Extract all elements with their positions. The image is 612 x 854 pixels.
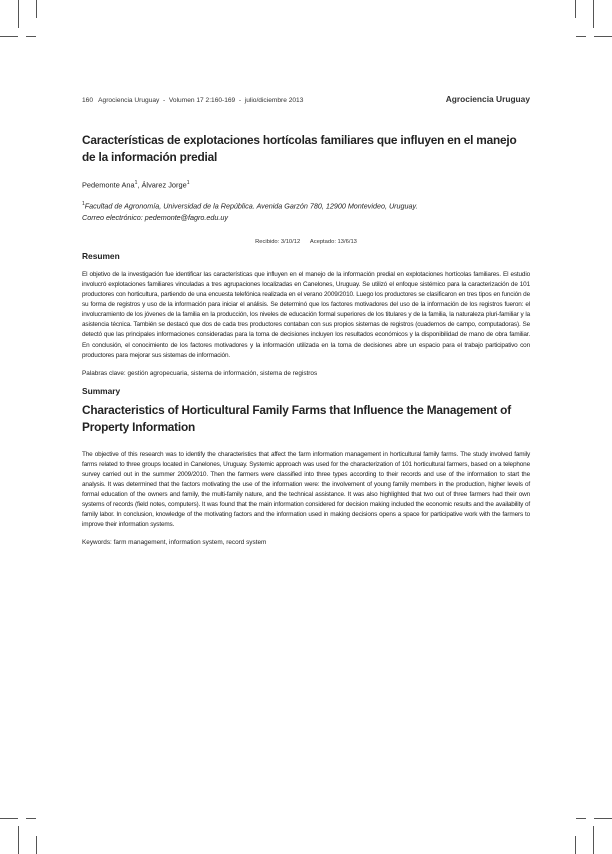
running-head-journal: Agrociencia Uruguay — [445, 94, 530, 104]
crop-mark — [26, 36, 36, 37]
crop-mark — [26, 818, 36, 819]
author-name: Pedemonte Ana — [82, 180, 135, 190]
article-title-es: Características de explotaciones hortícolas familiares que influyen en el manejo de la información predial — [82, 133, 517, 164]
palabras-clave — [82, 370, 530, 377]
crop-mark — [576, 818, 586, 819]
crop-mark — [36, 836, 37, 854]
author-name: Álvarez Jorge — [141, 180, 187, 190]
crop-mark — [18, 0, 19, 28]
author-affiliation-mark: 1 — [186, 180, 190, 186]
crop-mark — [18, 826, 19, 854]
crop-mark — [594, 818, 612, 819]
crop-mark — [593, 826, 594, 854]
crop-mark — [575, 0, 576, 18]
keywords-label: Palabras clave: — [82, 369, 126, 377]
contact-email: Correo electrónico: pedemonte@fagro.edu.uy — [82, 212, 228, 222]
submission-dates — [82, 239, 530, 245]
summary-heading: Summary — [82, 385, 121, 396]
affiliation-mark: 1 — [82, 201, 85, 208]
resumen-heading: Resumen — [82, 250, 120, 261]
accepted-date: Aceptado: 13/6/13 — [309, 238, 357, 245]
crop-mark — [36, 0, 37, 18]
article-page — [82, 94, 530, 546]
article-title-en: Characteristics of Horticultural Family Farms that Influence the Management of Property Information — [82, 402, 511, 434]
resumen-text: El objetivo de la investigación fue identificar las características que influyen en el manejo de la información predial en explotaciones hortícolas familiares. El estudio involucró explotaciones familiares vinculadas a tres agrupaciones localizadas en Canelones, Uruguay. Se utilizó el enfoque sistémico para la caracterización de 101 productores con horticultura, partiendo de una encuesta telefónica realizada en el verano 2009/2010. Luego los productores se clasificaron en tres tipos en función de su forma de registros y uso de la información para iniciar el análisis. Se determinó que los factores motivadores del uso de la información de los registros fueron: el involucramiento de los jóvenes de la familia en la producción, los niveles de educación formal superiores de los titulares y de la familia, la naturaleza pluri-familiar y la asistencia técnica. También se destacó que dos de cada tres productores contaban con sus propios sistemas de registros (cuadernos de campo, computadoras). Se detectó que las principales informaciones consideradas para la toma de decisiones incluyen los resultados económicos y la disponibilidad de mano de obra familiar. En conclusión, el conocimiento de los factores motivadores y la información utilizada en la toma de decisiones abre un espacio para el trabajo participativo con productores para mejorar sus sistemas de información. — [82, 270, 530, 359]
crop-mark — [576, 36, 586, 37]
crop-mark — [0, 36, 18, 37]
crop-mark — [0, 818, 18, 819]
keywords-en — [82, 539, 530, 546]
affiliation — [82, 199, 530, 222]
summary-text: The objective of this research was to identify the characteristics that affect the farm information management in horticultural family farms. The study involved family farms related to three groups located in Canelones, Uruguay. Systemic approach was used for the characterization of 101 horticultural farmers, based on a telephone survey carried out in the summer 2009/2010. Then the farmers were classified into three types according to their records and use of the information to start the analysis. It was determined that the factors motivating the use of the information were: the involvement of young family members in the production, higher levels of formal education of the owners and family, the multi-family nature, and the technical assistance. It was also highlighted that two out of three farmers had their own systems of records (field notes, computers). It was found that the main information considered for decision making included the economic results and the availability of family labor. In conclusion, knowledge of the motivating factors and the information used in making decisions opens a space for participative work with the farmers to improve their information systems. — [82, 450, 530, 529]
crop-mark — [575, 836, 576, 854]
running-head-citation: 160 Agrociencia Uruguay - Volumen 17 2:160-169 - julio/diciembre 2013 — [82, 97, 304, 104]
crop-mark — [593, 0, 594, 28]
authors: Pedemonte Ana$^1$, Álvarez Jorge$^1$ — [82, 180, 190, 190]
crop-mark — [594, 36, 612, 37]
keywords-list: farm management, information system, record system — [113, 539, 267, 547]
received-date: Recibido: 3/10/12 — [255, 238, 301, 245]
affiliation-text: Facultad de Agronomía, Universidad de la República. Avenida Garzón 780, 12900 Montevideo, Uruguay. — [84, 201, 418, 211]
running-head — [82, 94, 530, 104]
keywords-label: Keywords: — [82, 539, 112, 547]
keywords-list: gestión agropecuaria, sistema de información, sistema de registros — [127, 369, 318, 377]
author-affiliation-mark: 1 — [134, 180, 138, 186]
